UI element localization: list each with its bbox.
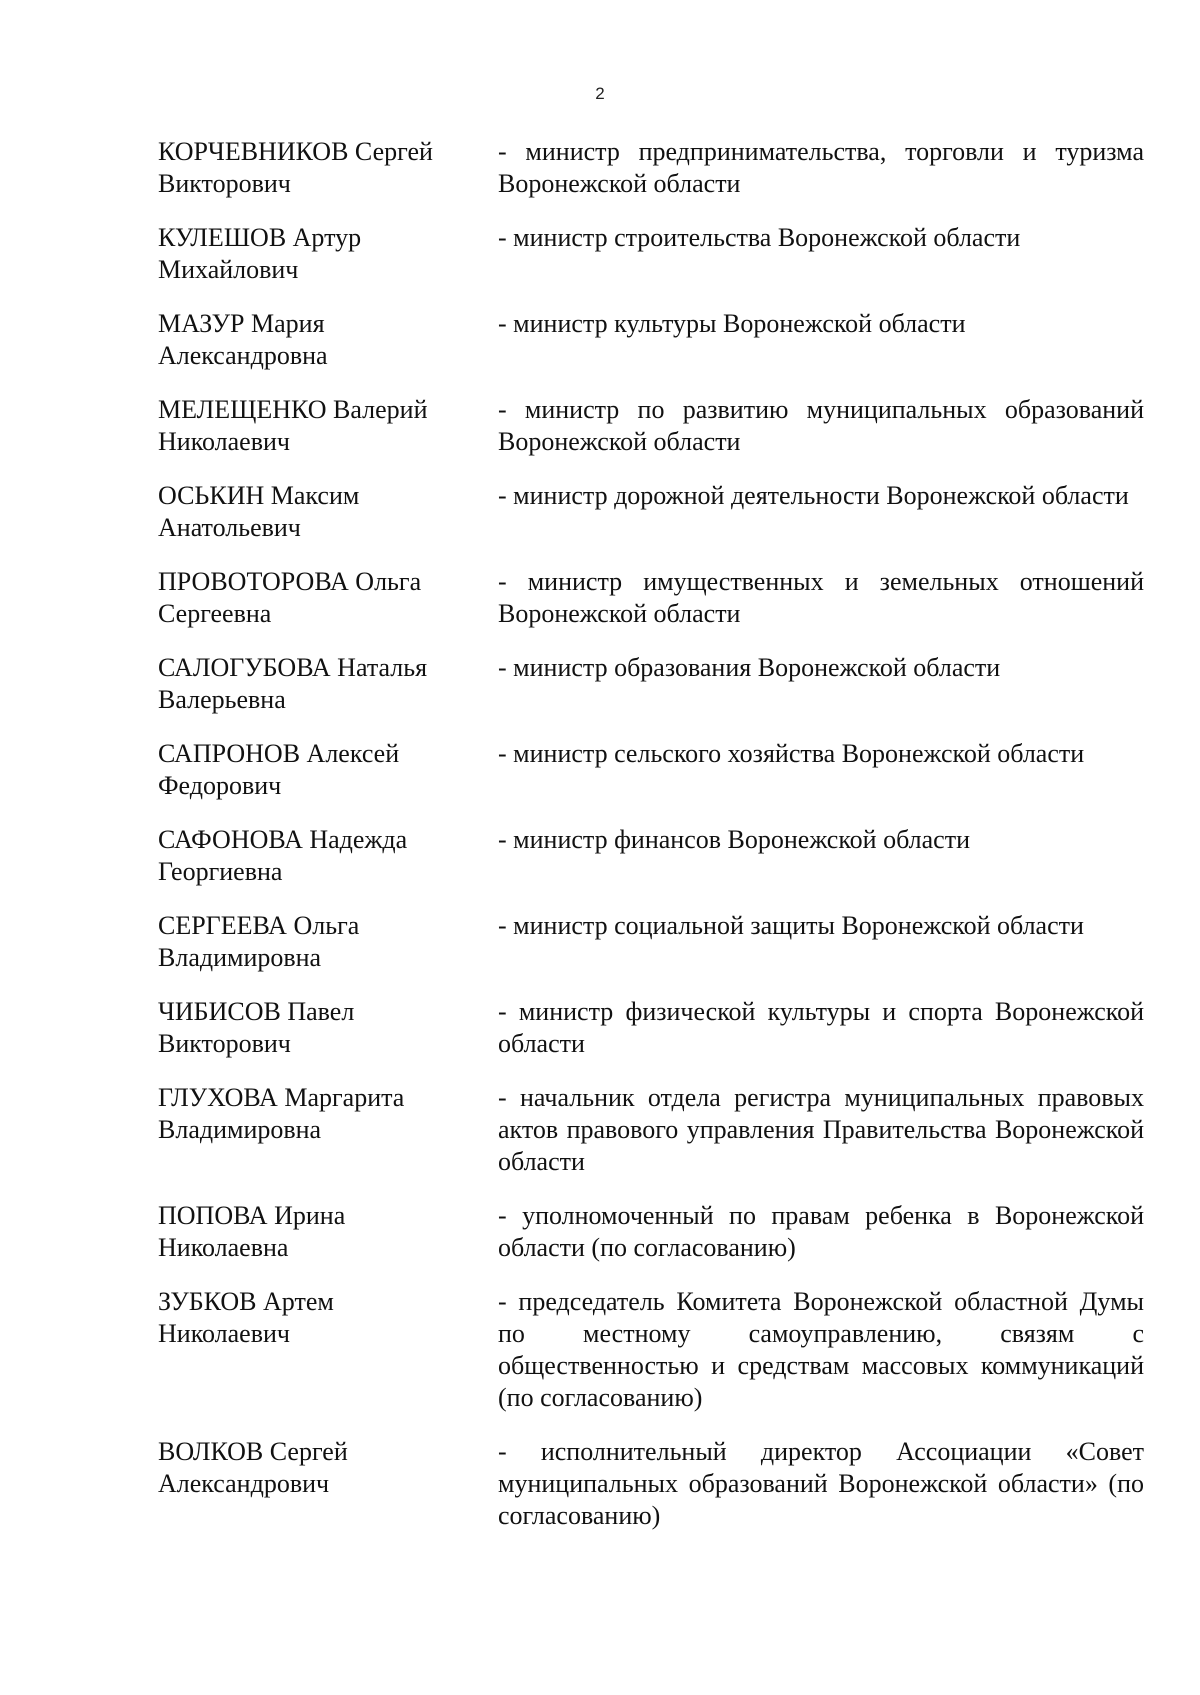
member-patronymic: Федорович	[158, 771, 282, 800]
member-role: - министр дорожной деятельности Воронежской области	[498, 481, 1129, 510]
member-name	[158, 480, 498, 544]
member-name	[158, 910, 498, 974]
member-entry	[158, 910, 1144, 974]
member-role: - министр финансов Воронежской области	[498, 825, 970, 854]
member-patronymic: Николаевна	[158, 1233, 289, 1262]
member-entry	[158, 996, 1144, 1060]
member-patronymic: Михайлович	[158, 255, 299, 284]
member-name	[158, 566, 498, 630]
member-surname-first: МАЗУР Мария	[158, 309, 325, 338]
member-patronymic: Николаевич	[158, 1319, 290, 1348]
member-entry	[158, 566, 1144, 630]
member-entry	[158, 136, 1144, 200]
member-role: - председатель Комитета Воронежской областной Думы по местному самоуправлению, связям с общественностью и средствам массовых коммуникаций (по согласованию)	[498, 1287, 1144, 1412]
member-entry	[158, 480, 1144, 544]
member-name	[158, 824, 498, 888]
member-surname-first: ГЛУХОВА Маргарита	[158, 1083, 405, 1112]
member-surname-first: СЕРГЕЕВА Ольга	[158, 911, 360, 940]
member-role: - министр предпринимательства, торговли и туризма Воронежской области	[498, 137, 1144, 198]
member-entry	[158, 394, 1144, 458]
member-surname-first: КОРЧЕВНИКОВ Сергей	[158, 137, 433, 166]
member-name	[158, 1082, 498, 1178]
member-name	[158, 222, 498, 286]
page-number: 2	[595, 84, 605, 103]
member-name	[158, 308, 498, 372]
member-name	[158, 1200, 498, 1264]
member-entry	[158, 738, 1144, 802]
member-patronymic: Владимировна	[158, 1115, 322, 1144]
member-role: - министр образования Воронежской области	[498, 653, 1001, 682]
member-entry	[158, 1286, 1144, 1414]
member-patronymic: Николаевич	[158, 427, 290, 456]
member-name	[158, 652, 498, 716]
member-patronymic: Александрович	[158, 1469, 330, 1498]
member-role: - министр культуры Воронежской области	[498, 309, 966, 338]
member-name	[158, 1436, 498, 1532]
member-surname-first: ВОЛКОВ Сергей	[158, 1437, 348, 1466]
member-patronymic: Георгиевна	[158, 857, 283, 886]
member-surname-first: ПОПОВА Ирина	[158, 1201, 346, 1230]
member-entry	[158, 1436, 1144, 1532]
member-surname-first: САФОНОВА Надежда	[158, 825, 408, 854]
member-patronymic: Владимировна	[158, 943, 322, 972]
member-patronymic: Викторович	[158, 1029, 291, 1058]
member-surname-first: ПРОВОТОРОВА Ольга	[158, 567, 422, 596]
member-name	[158, 1286, 498, 1414]
member-entry	[158, 1200, 1144, 1264]
member-role: - министр имущественных и земельных отношений Воронежской области	[498, 567, 1144, 628]
member-name	[158, 394, 498, 458]
member-role: - министр социальной защиты Воронежской области	[498, 911, 1084, 940]
member-entry	[158, 824, 1144, 888]
member-role: - министр строительства Воронежской области	[498, 223, 1021, 252]
member-name	[158, 738, 498, 802]
member-patronymic: Валерьевна	[158, 685, 286, 714]
member-surname-first: КУЛЕШОВ Артур	[158, 223, 362, 252]
member-role: - министр сельского хозяйства Воронежской области	[498, 739, 1085, 768]
member-entry	[158, 222, 1144, 286]
member-role: - уполномоченный по правам ребенка в Воронежской области (по согласованию)	[498, 1201, 1144, 1262]
member-surname-first: САПРОНОВ Алексей	[158, 739, 400, 768]
member-patronymic: Александровна	[158, 341, 328, 370]
member-role: - министр физической культуры и спорта Воронежской области	[498, 997, 1144, 1058]
member-patronymic: Сергеевна	[158, 599, 272, 628]
member-name	[158, 996, 498, 1060]
member-surname-first: ЧИБИСОВ Павел	[158, 997, 355, 1026]
member-entry	[158, 308, 1144, 372]
member-role: - исполнительный директор Ассоциации «Совет муниципальных образований Воронежской области» (по согласованию)	[498, 1437, 1144, 1530]
member-surname-first: МЕЛЕЩЕНКО Валерий	[158, 395, 428, 424]
member-surname-first: ЗУБКОВ Артем	[158, 1287, 334, 1316]
member-role: - начальник отдела регистра муниципальных правовых актов правового управления Правительства Воронежской области	[498, 1083, 1144, 1176]
member-surname-first: ОСЬКИН Максим	[158, 481, 360, 510]
member-entry	[158, 1082, 1144, 1178]
member-name	[158, 136, 498, 200]
member-patronymic: Викторович	[158, 169, 291, 198]
member-role: - министр по развитию муниципальных образований Воронежской области	[498, 395, 1144, 456]
member-patronymic: Анатольевич	[158, 513, 301, 542]
member-entry	[158, 652, 1144, 716]
member-surname-first: САЛОГУБОВА Наталья	[158, 653, 428, 682]
